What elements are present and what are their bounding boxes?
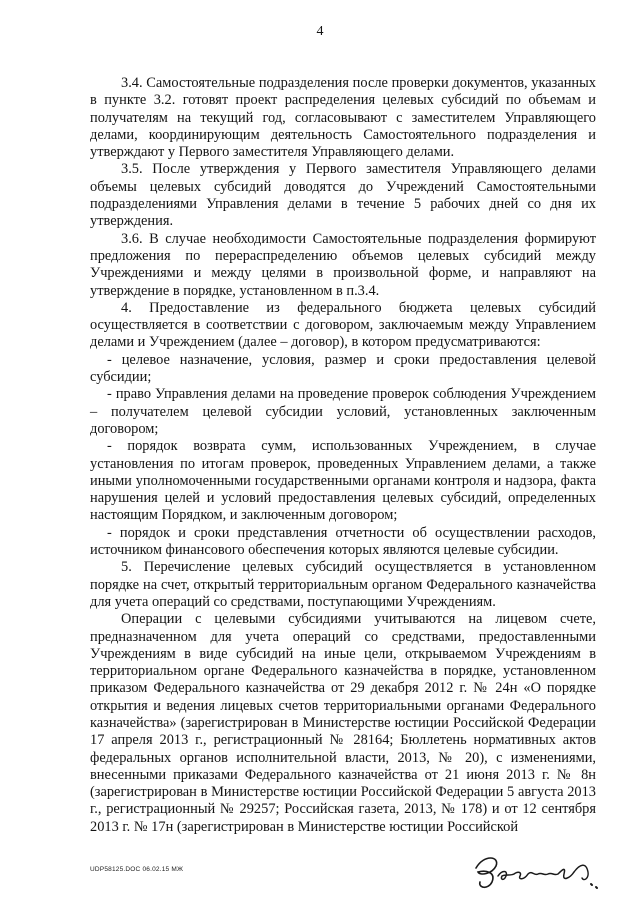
paragraph-3-6: 3.6. В случае необходимости Самостоятельные подразделения формируют предложения по перераспределению объемов целевых субсидий между Учреждениями и между целями в произвольной форме, и направляют на утверждение в порядке, установленном в п.3.4.	[90, 230, 596, 299]
list-item-reporting: - порядок и сроки представления отчетности об осуществлении расходов, источником финансового обеспечения которых являются целевые субсидии.	[90, 524, 596, 559]
handwritten-signature	[470, 846, 610, 898]
document-body	[90, 75, 596, 836]
paragraph-3-4: 3.4. Самостоятельные подразделения после проверки документов, указанных в пункте 3.2. готовят проект распределения целевых субсидий по объемам и получателям на текущий год, согласовывают с заместителем Управляющего делами, координирующим деятельность Самостоятельного подразделения и утверждают у Первого заместителя Управляющего делами.	[90, 75, 596, 161]
list-item-purpose: - целевое назначение, условия, размер и сроки предоставления целевой субсидии;	[90, 351, 596, 386]
paragraph-3-5: 3.5. После утверждения у Первого заместителя Управляющего делами объемы целевых субсидий доводятся до Учреждений Самостоятельными подразделениями Управления делами в течение 5 рабочих дней со дня их утверждения.	[90, 161, 596, 230]
list-item-inspection-right: - право Управления делами на проведение проверок соблюдения Учреждением – получателем целевой субсидии условий, установленных заключенным договором;	[90, 386, 596, 437]
page-number: 4	[316, 24, 324, 39]
paragraph-4: 4. Предоставление из федерального бюджета целевых субсидий осуществляется в соответствии с договором, заключаемым между Управлением делами и Учреждением (далее – договор), в котором предусматриваются:	[90, 299, 596, 351]
list-item-refund-procedure: - порядок возврата сумм, использованных Учреждением, в случае установления по итогам проверок, проведенных Управлением делами, а также иными уполномоченными государственными органами контроля и надзора, факта нарушения целей и условий предоставления целевых субсидий, определенных настоящим Порядком, и заключенным договором;	[90, 438, 596, 524]
paragraph-5: 5. Перечисление целевых субсидий осуществляется в установленном порядке на счет, открытый территориальным органом Федерального казначейства для учета операций со средствами, поступающими Учреждениям.	[90, 559, 596, 610]
paragraph-operations: Операции с целевыми субсидиями учитываются на лицевом счете, предназначенном для учета операций со средствами, предоставленными Учреждениям в виде субсидий на иные цели, открываемом Учреждениям в территориальном органе Федерального казначейства в порядке, установленном приказом Федерального казначейства от 29 декабря 2012 г. № 24н «О порядке открытия и ведения лицевых счетов территориальными органами Федерального казначейства» (зарегистрирован в Министерстве юстиции Российской Федерации 17 апреля 2013 г., регистрационный № 28164; Бюллетень нормативных актов федеральных органов исполнительной власти, 2013, № 20), с изменениями, внесенными приказами Федерального казначейства от 21 июня 2013 г. № 8н (зарегистрирован в Министерстве юстиции Российской Федерации 5 августа 2013 г., регистрационный № 29257; Российская газета, 2013, № 178) и от 12 сентября 2013 г. № 17н (зарегистрирован в Министерстве юстиции Российской	[90, 611, 596, 835]
footer-document-code: UDP58125.DOC 06.02.15 МЖ	[90, 866, 184, 873]
